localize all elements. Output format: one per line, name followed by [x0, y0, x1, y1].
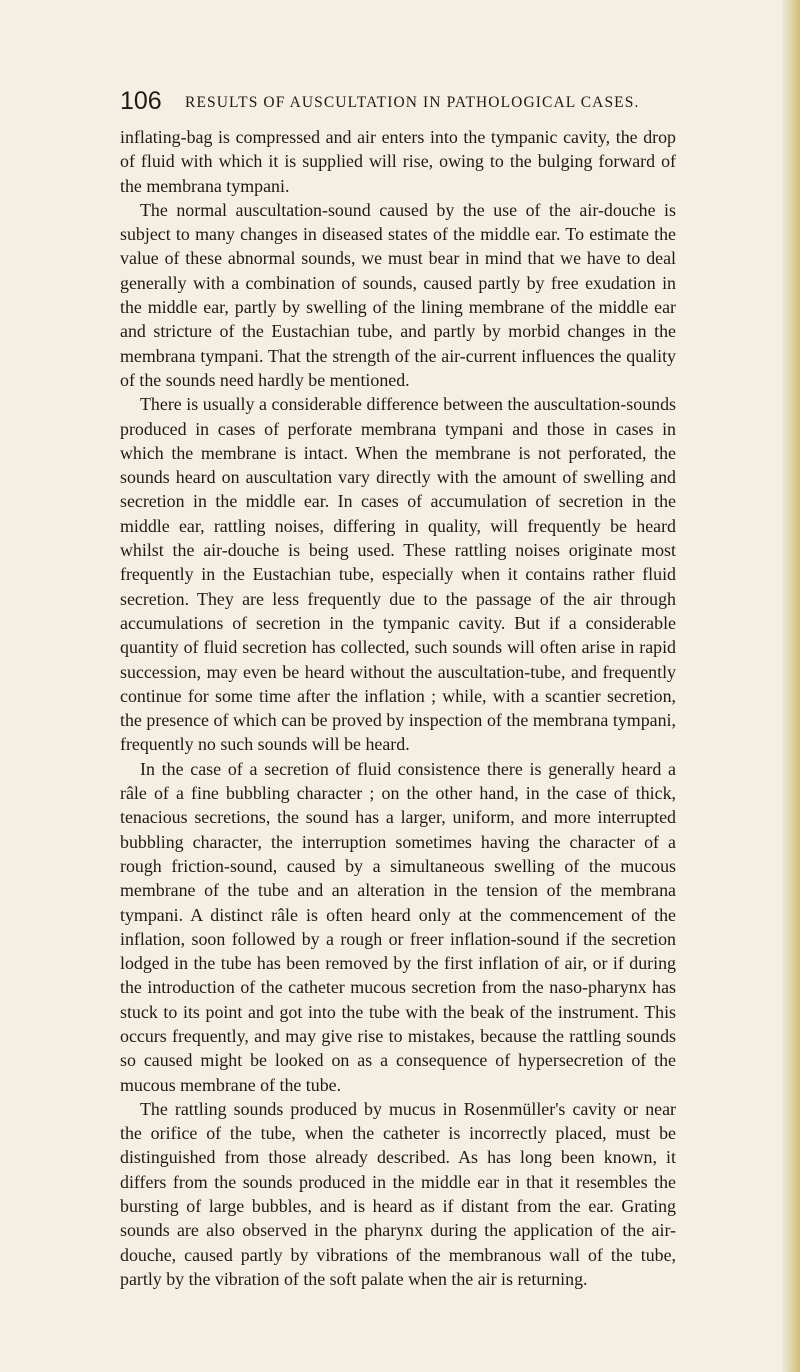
paragraph-fluid-secretion: In the case of a secretion of fluid consistence there is generally heard a râle of a fine bubbling character ; on the other hand, in the case of thick, tenacious secretions, the sound has a larger, uniform, and more interrupted bubbling character, the interruption sometimes having the character of a rough friction-sound, caused by a simultaneous swelling of the mucous membrane of the tube and an alteration in the tension of the membrana tympani. A distinct râle is often heard only at the commencement of the inflation, soon followed by a rough or freer inflation-sound if the secretion lodged in the tube has been removed by the first inflation of air, or if during the introduction of the catheter mucous secretion from the naso-pharynx has stuck to its point and got into the tube with the beak of the instrument. This occurs frequently, and may give rise to mistakes, because the rattling sounds so caused might be looked on as a consequence of hypersecretion of the mucous membrane of the tube. [120, 758, 676, 1095]
paragraph-rosenmuller-cavity: The rattling sounds produced by mucus in Rosenmüller's cavity or near the orifice of the tube, when the catheter is incorrectly placed, must be distinguished from those already described. As has long been known, it differs from the sounds produced in the middle ear in that it resembles the bursting of large bubbles, and is heard as if distant from the ear. Grating sounds are also observed in the pharynx during the application of the air-douche, caused partly by vibrations of the membranous wall of the tube, partly by the vibration of the soft palate when the air is returning. [120, 1098, 676, 1289]
running-head: RESULTS OF AUSCULTATION IN PATHOLOGICAL CASES. [185, 94, 640, 111]
paragraph-perforate-membrane: There is usually a considerable difference between the auscultation-sounds produced in cases of perforate membrana tympani and those in cases in which the membrane is intact. When the membrane is not perforated, the sounds heard on auscultation vary directly with the amount of swelling and secretion in the middle ear. In cases of accumulation of secretion in the middle ear, rattling noises, differing in quality, will frequently be heard whilst the air-douche is being used. These rattling noises originate most frequently in the Eustachian tube, especially when it contains rather fluid secretion. They are less frequently due to the passage of the air through accumulations of secretion in the tympanic cavity. But if a considerable quantity of fluid secretion has collected, such sounds will often arise in rapid succession, may even be heard without the auscultation-tube, and frequently continue for some time after the inflation ; while, with a scantier secretion, the presence of which can be proved by inspection of the membrana tympani, frequently no such sounds will be heard. [120, 394, 676, 755]
page-number: 106 [120, 87, 162, 115]
paragraph-normal-sound: The normal auscultation-sound caused by the use of the air-douche is subject to many changes in diseased states of the middle ear. To estimate the value of these abnormal sounds, we must bear in mind that we have to deal generally with a combination of sounds, caused partly by free exudation in the middle ear, partly by swelling of the lining membrane of the middle ear and stricture of the Eustachian tube, and partly by morbid changes in the membrana tympani. That the strength of the air-current influences the quality of the sounds need hardly be mentioned. [120, 199, 676, 390]
page-header [120, 86, 680, 120]
page-edge-shadow [782, 0, 800, 1372]
paragraph-continuation: inflating-bag is compressed and air enters into the tympanic cavity, the drop of fluid with which it is supplied will rise, owing to the bulging forward of the membrana tympani. [120, 127, 676, 196]
body-text [120, 125, 676, 1291]
